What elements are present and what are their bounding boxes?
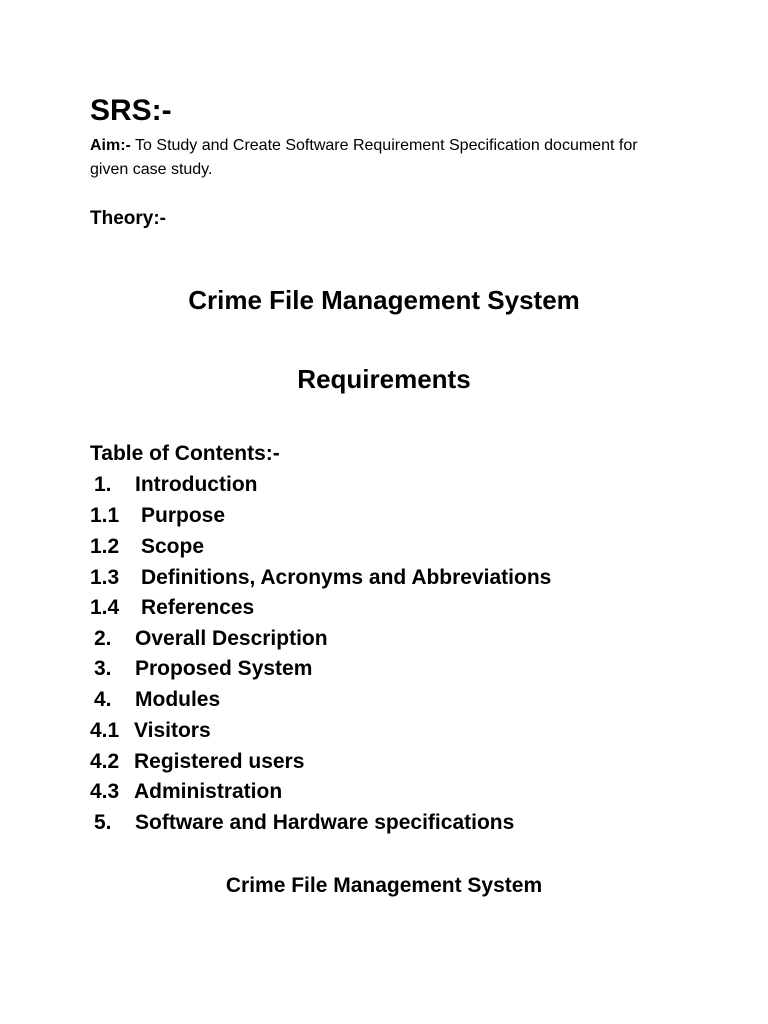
toc-item bbox=[90, 718, 690, 744]
toc-item-label: Administration bbox=[134, 780, 283, 803]
toc-item-label: References bbox=[141, 596, 255, 619]
toc-item-number: 5. bbox=[94, 811, 112, 834]
toc-item bbox=[90, 595, 690, 621]
toc-item-label: Overall Description bbox=[135, 627, 328, 650]
toc-item-number: 1. bbox=[94, 473, 112, 496]
toc-item-number: 4.2 bbox=[90, 750, 120, 773]
toc-item-number: 3. bbox=[94, 657, 112, 680]
toc-item bbox=[90, 749, 690, 775]
toc-item bbox=[90, 534, 690, 560]
toc-heading: Table of Contents:- bbox=[90, 442, 280, 465]
page-heading: SRS:- bbox=[90, 94, 172, 127]
toc-item bbox=[94, 687, 694, 713]
toc-item-label: Introduction bbox=[135, 473, 258, 496]
toc-item-number: 1.1 bbox=[90, 504, 120, 527]
theory-label: Theory:- bbox=[90, 208, 166, 229]
toc-item bbox=[90, 779, 690, 805]
toc-item-number: 2. bbox=[94, 627, 112, 650]
aim-paragraph bbox=[90, 134, 650, 182]
toc-item bbox=[90, 565, 690, 591]
toc-item-label: Purpose bbox=[141, 504, 226, 527]
section-title: Crime File Management System bbox=[225, 874, 543, 897]
toc-item-label: Modules bbox=[135, 688, 221, 711]
toc-item bbox=[90, 503, 690, 529]
toc-item-label: Proposed System bbox=[135, 657, 313, 680]
toc-item bbox=[94, 810, 694, 836]
toc-item-number: 1.3 bbox=[90, 566, 120, 589]
toc-item-number: 4.1 bbox=[90, 719, 120, 742]
toc-item-label: Definitions, Acronyms and Abbreviations bbox=[141, 566, 552, 589]
toc-item bbox=[94, 656, 694, 682]
toc-item-label: Software and Hardware specifications bbox=[135, 811, 515, 834]
document-title: Crime File Management System bbox=[188, 285, 580, 315]
toc-item-number: 1.4 bbox=[90, 596, 120, 619]
toc-item-number: 4.3 bbox=[90, 780, 120, 803]
toc-item bbox=[94, 626, 694, 652]
toc-item-label: Visitors bbox=[134, 719, 211, 742]
toc-item-number: 1.2 bbox=[90, 535, 120, 558]
aim-label: Aim:- bbox=[90, 137, 131, 154]
toc-item-label: Registered users bbox=[134, 750, 305, 773]
aim-text: To Study and Create Software Requirement Specification document for given case study. bbox=[90, 137, 638, 178]
toc-item bbox=[94, 472, 694, 498]
document-subtitle: Requirements bbox=[297, 364, 471, 394]
toc-item-label: Scope bbox=[141, 535, 205, 558]
toc-item-number: 4. bbox=[94, 688, 112, 711]
